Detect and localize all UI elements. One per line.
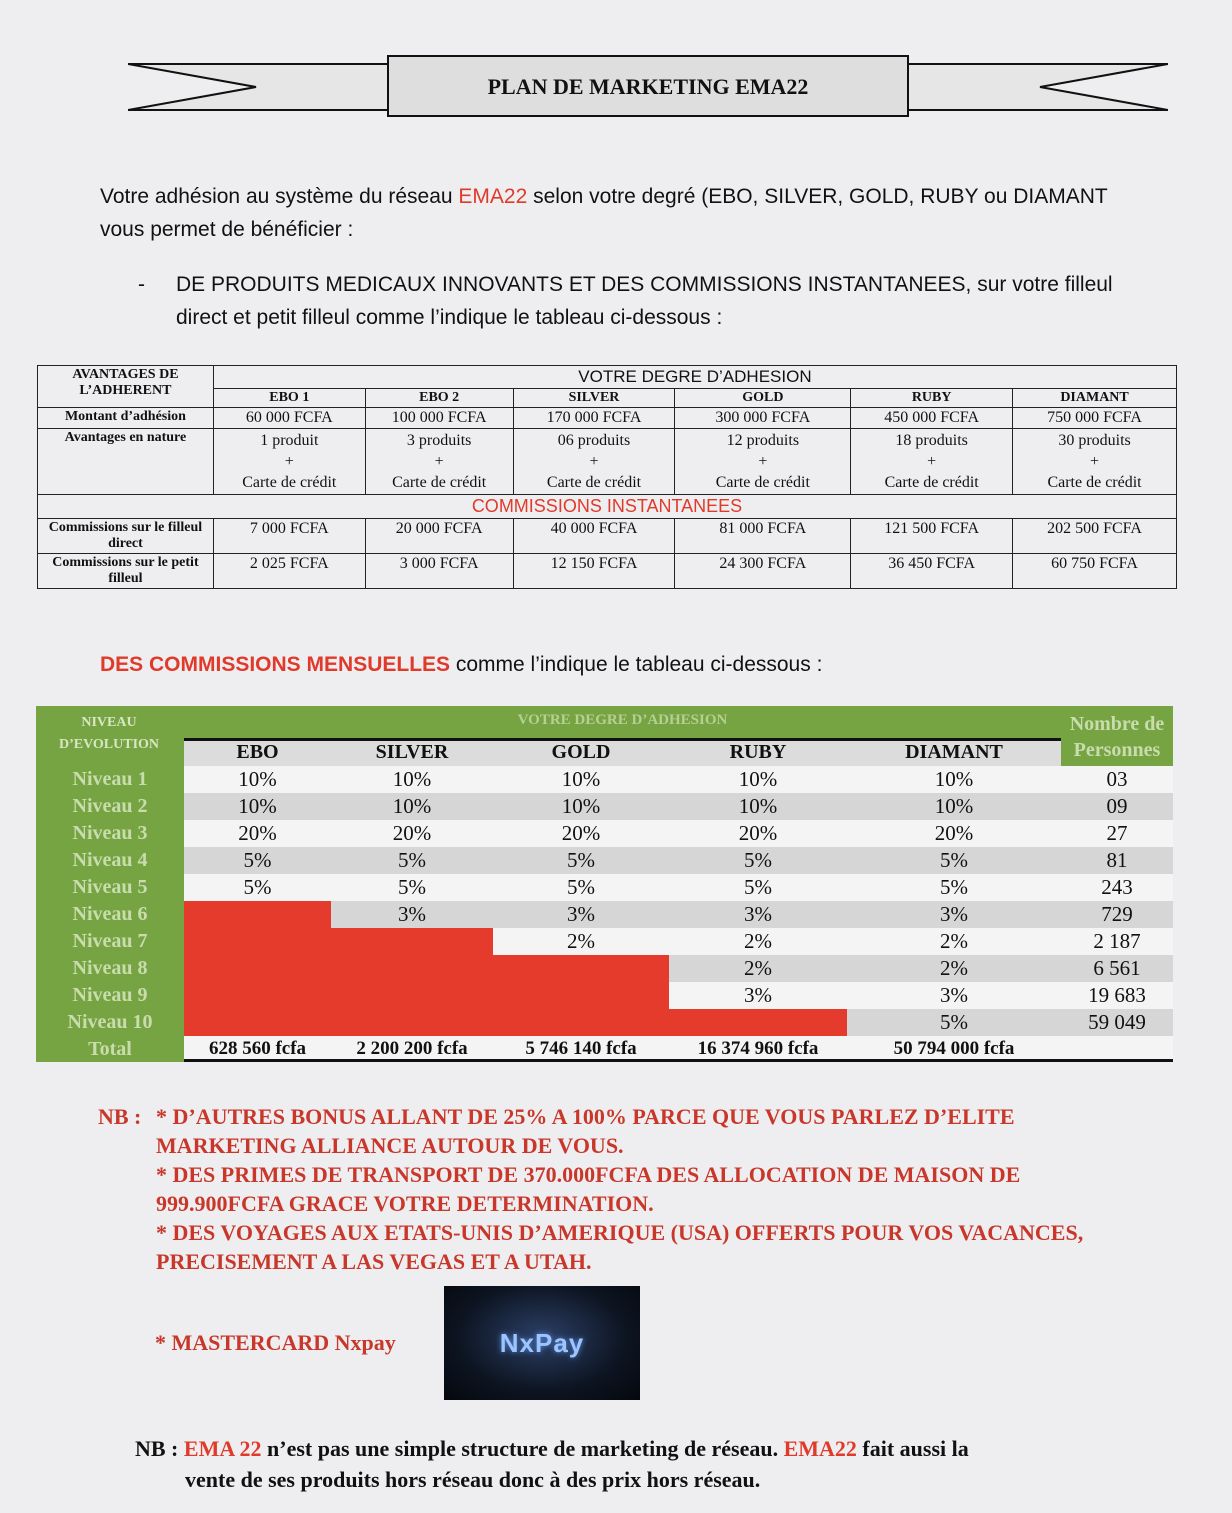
table2-col-header: RUBY: [729, 741, 787, 763]
table-cell: 12 150 FCFA: [513, 554, 675, 589]
table-cell: 10%: [561, 794, 601, 818]
product-count: 06 produits: [557, 432, 631, 449]
count-cell: 19 683: [1088, 983, 1146, 1007]
table-cell: 81 000 FCFA: [675, 519, 851, 554]
table-cell: 5%: [744, 848, 772, 872]
table-cell: 3 000 FCFA: [365, 554, 513, 589]
total-cell: 2 200 200 fcfa: [356, 1038, 468, 1059]
table1-col-header: EBO 2: [365, 389, 513, 408]
nb2-text: fait aussi la: [856, 1436, 969, 1461]
count-cell: 09: [1106, 794, 1128, 818]
table-cell: 10%: [738, 794, 778, 818]
total-cell: 16 374 960 fcfa: [697, 1038, 819, 1059]
monthly-highlight: DES COMMISSIONS MENSUELLES: [100, 653, 451, 676]
table-cell: 60 750 FCFA: [1013, 554, 1177, 589]
card-label: Carte de crédit: [1047, 474, 1142, 491]
table-cell: 20%: [238, 821, 277, 845]
adhesion-table: [37, 365, 1177, 589]
table-cell: 5%: [243, 848, 272, 872]
table2-corner: NIVEAU D’EVOLUTION: [58, 715, 160, 752]
level-label: Niveau 7: [72, 930, 148, 952]
product-count: 1 produit: [260, 432, 319, 449]
table-cell: 36 450 FCFA: [851, 554, 1013, 589]
table-cell: 750 000 FCFA: [1013, 408, 1177, 429]
plus-sign: +: [927, 453, 937, 470]
count-cell: 6 561: [1093, 956, 1141, 980]
table-cell: 10%: [934, 767, 974, 791]
table1-group-header: VOTRE DEGRE D’ADHESION: [213, 366, 1176, 389]
total-cell: 5 746 140 fcfa: [525, 1038, 637, 1059]
table1-col-header: EBO 1: [213, 389, 365, 408]
level-label: Niveau 6: [72, 903, 148, 925]
table1-col-header: RUBY: [851, 389, 1013, 408]
table-cell: 300 000 FCFA: [675, 408, 851, 429]
table-cell: 10%: [238, 794, 277, 818]
table-cell: 7 000 FCFA: [213, 519, 365, 554]
nb2-text: n’est pas une simple structure de marketing de réseau.: [261, 1436, 784, 1461]
level-label: Niveau 8: [72, 957, 148, 979]
table-cell: 3%: [567, 902, 595, 926]
level-label: Niveau 4: [72, 849, 148, 871]
table-cell: 10%: [392, 767, 432, 791]
table-cell: 121 500 FCFA: [851, 519, 1013, 554]
nb2-label: NB :: [135, 1436, 184, 1461]
plus-sign: +: [589, 453, 599, 470]
level-label: Niveau 9: [72, 984, 148, 1006]
total-label: Total: [88, 1038, 132, 1060]
table-cell: 2%: [940, 929, 968, 953]
nature-cell: [675, 429, 851, 495]
level-label: Niveau 3: [72, 822, 148, 844]
table-cell: 10%: [738, 767, 778, 791]
table-cell: 100 000 FCFA: [365, 408, 513, 429]
nature-cell: [513, 429, 675, 495]
inactive-block: [184, 928, 493, 955]
plus-sign: +: [284, 453, 294, 470]
table-cell: 5%: [398, 875, 426, 899]
nb-footer-note: [135, 1433, 1155, 1495]
count-cell: 59 049: [1088, 1010, 1146, 1034]
inactive-block: [184, 1009, 847, 1036]
table-cell: 2 025 FCFA: [213, 554, 365, 589]
table-cell: 3%: [940, 983, 968, 1007]
intro-paragraph: [100, 180, 1140, 246]
nature-cell: [1013, 429, 1177, 495]
list-item: * DES VOYAGES AUX ETATS-UNIS D’AMERIQUE (USA) OFFERTS POUR VOS VACANCES, PRECISEMENT A LAS VEGAS ET A UTAH.: [156, 1220, 1084, 1274]
intro-text-1: Votre adhésion au système du réseau: [100, 185, 459, 208]
nature-cell: [851, 429, 1013, 495]
nxpay-logo: [444, 1286, 640, 1400]
table-cell: 5%: [744, 875, 772, 899]
table2-col-header: EBO: [236, 741, 279, 763]
count-cell: 03: [1106, 767, 1128, 791]
total-cell: 628 560 fcfa: [208, 1038, 307, 1059]
table-cell: 5%: [940, 1010, 968, 1034]
table-cell: 2%: [567, 929, 595, 953]
table2-col-header: GOLD: [551, 741, 611, 763]
product-count: 18 produits: [895, 432, 968, 449]
level-label: Niveau 1: [72, 768, 148, 790]
nb2-brand: EMA22: [783, 1436, 857, 1461]
table-cell: 5%: [398, 848, 426, 872]
monthly-commissions-heading: [100, 653, 822, 677]
table1-corner: AVANTAGES DE L’ADHERENT: [38, 366, 214, 408]
table2-col-header: SILVER: [375, 741, 449, 763]
commissions-header: COMMISSIONS INSTANTANEES: [38, 495, 1177, 519]
table-cell: 5%: [567, 875, 595, 899]
table-cell: 3%: [744, 983, 772, 1007]
card-label: Carte de crédit: [546, 474, 642, 491]
table-cell: 20%: [392, 821, 432, 845]
table-cell: 3%: [940, 902, 968, 926]
inactive-block: [184, 955, 669, 982]
intro-text-2: selon votre degré (EBO, SILVER, GOLD, RUBY ou DIAMANT vous permet de bénéficier :: [100, 185, 1108, 241]
level-label: Niveau 5: [72, 876, 148, 898]
row-label-direct: Commissions sur le filleul direct: [38, 519, 214, 554]
table-cell: 450 000 FCFA: [851, 408, 1013, 429]
level-label: Niveau 10: [67, 1011, 153, 1033]
product-count: 3 produits: [406, 432, 472, 449]
product-count: 30 produits: [1058, 432, 1131, 449]
list-item: * D’AUTRES BONUS ALLANT DE 25% A 100% PARCE QUE VOUS PARLEZ D’ELITE MARKETING ALLIANCE AUTOUR DE VOUS.: [156, 1104, 1015, 1158]
page-title: PLAN DE MARKETING EMA22: [487, 74, 809, 99]
nxpay-logo-text: NxPay: [499, 1327, 585, 1358]
table-cell: 10%: [934, 794, 974, 818]
count-cell: 2 187: [1093, 929, 1141, 953]
bullet-dash: -: [138, 273, 145, 296]
count-cell: 243: [1101, 875, 1133, 899]
table2-col-header: DIAMANT: [905, 741, 1003, 763]
count-cell: 81: [1106, 848, 1128, 872]
plus-sign: +: [758, 453, 768, 470]
table-cell: 3%: [744, 902, 772, 926]
inactive-block: [184, 982, 669, 1009]
table-cell: 2%: [744, 956, 772, 980]
row-label-petit: Commissions sur le petit filleul: [38, 554, 214, 589]
table1-col-header: SILVER: [513, 389, 675, 408]
count-header: Nombre de Personnes: [1069, 713, 1165, 761]
table-cell: 5%: [567, 848, 595, 872]
table-cell: 20 000 FCFA: [365, 519, 513, 554]
table-cell: 170 000 FCFA: [513, 408, 675, 429]
nature-cell: [365, 429, 513, 495]
table-cell: 60 000 FCFA: [213, 408, 365, 429]
table-cell: 24 300 FCFA: [675, 554, 851, 589]
bullet-paragraph: [138, 268, 1148, 334]
inactive-block: [184, 901, 331, 928]
nature-cell: [213, 429, 365, 495]
card-label: Carte de crédit: [884, 474, 979, 491]
table-cell: 20%: [934, 821, 974, 845]
table-cell: 20%: [738, 821, 778, 845]
product-count: 12 produits: [726, 432, 800, 449]
row-label-montant: Montant d’adhésion: [38, 408, 214, 429]
table-cell: 2%: [940, 956, 968, 980]
level-label: Niveau 2: [72, 795, 148, 817]
monthly-rest: comme l’indique le tableau ci-dessous :: [450, 653, 823, 676]
intro-brand: EMA22: [458, 185, 528, 208]
card-label: Carte de crédit: [715, 474, 810, 491]
table-cell: 3%: [398, 902, 426, 926]
table1-col-header: DIAMANT: [1013, 389, 1177, 408]
table-cell: 5%: [243, 875, 272, 899]
card-label: Carte de crédit: [392, 474, 487, 491]
row-label-nature: Avantages en nature: [38, 429, 214, 495]
table-cell: 10%: [392, 794, 432, 818]
mastercard-label: * MASTERCARD Nxpay: [155, 1330, 396, 1355]
count-cell: 27: [1106, 821, 1128, 845]
table-cell: 2%: [744, 929, 772, 953]
monthly-commissions-table: [36, 706, 1173, 1062]
plus-sign: +: [434, 453, 444, 470]
table-cell: 40 000 FCFA: [513, 519, 675, 554]
table-cell: 5%: [940, 875, 968, 899]
table2-group-header: VOTRE DEGRE D’ADHESION: [517, 712, 728, 728]
nb2-brand: EMA 22: [183, 1436, 262, 1461]
nb-label: NB :: [98, 1104, 142, 1129]
table-cell: 10%: [238, 767, 277, 791]
table-cell: 202 500 FCFA: [1013, 519, 1177, 554]
list-item: * DES PRIMES DE TRANSPORT DE 370.000FCFA DES ALLOCATION DE MAISON DE 999.900FCFA GRACE VOTRE DETERMINATION.: [156, 1162, 1021, 1216]
table-cell: 10%: [561, 767, 601, 791]
table1-col-header: GOLD: [675, 389, 851, 408]
table-cell: 5%: [940, 848, 968, 872]
plus-sign: +: [1090, 453, 1100, 470]
count-cell: 729: [1101, 902, 1133, 926]
bullet-text: DE PRODUITS MEDICAUX INNOVANTS ET DES COMMISSIONS INSTANTANEES, sur votre filleul direct et petit filleul comme l’indique le tableau ci-dessous :: [176, 273, 1113, 329]
total-cell: 50 794 000 fcfa: [893, 1038, 1015, 1059]
nb2-line2: vente de ses produits hors réseau donc à des prix hors réseau.: [185, 1467, 761, 1492]
card-label: Carte de crédit: [242, 474, 337, 491]
table-cell: 20%: [561, 821, 601, 845]
nb-bonus-list: [98, 1102, 1138, 1276]
